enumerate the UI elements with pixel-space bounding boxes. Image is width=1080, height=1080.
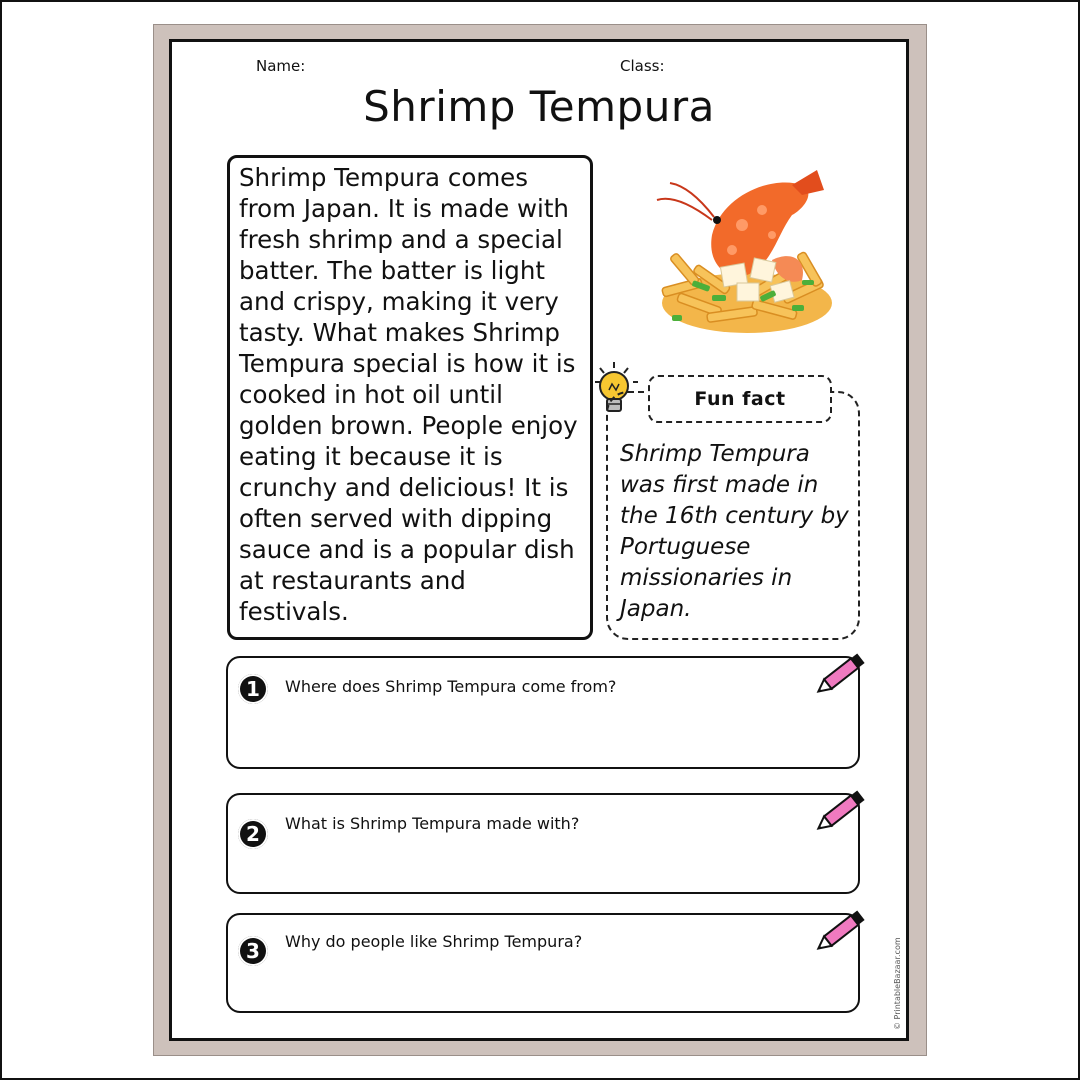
pencil-icon	[816, 907, 868, 953]
pencil-icon	[816, 787, 868, 833]
question-number-badge: 3	[238, 936, 268, 966]
class-label: Class:	[620, 57, 665, 75]
story-text: Shrimp Tempura comes from Japan. It is made with fresh shrimp and a special batter. The batter is light and crispy, making it very tasty. What makes Shrimp Tempura special is how it is cooked in hot oil until golden brown. People enjoy eating it because it is crunchy and delicious! It is often served with dipping sauce and is a popular dish at restaurants and festivals.	[239, 163, 578, 626]
question-box-1[interactable]	[226, 656, 860, 769]
question-box-2[interactable]	[226, 793, 860, 894]
question-number-badge: 2	[238, 819, 268, 849]
copyright-note: © PrintableBazaar.com	[893, 937, 902, 1030]
fun-fact-header: Fun fact	[648, 375, 832, 423]
shrimp-tempura-illustration	[652, 165, 832, 340]
name-label: Name:	[256, 57, 306, 75]
question-text: Where does Shrimp Tempura come from?	[285, 677, 617, 696]
fun-fact-text: Shrimp Tempura was first made in the 16th century by Portuguese missionaries in Japan.	[620, 441, 849, 622]
pencil-icon	[816, 650, 868, 696]
story-box	[227, 155, 593, 640]
question-text: Why do people like Shrimp Tempura?	[285, 932, 583, 951]
question-text: What is Shrimp Tempura made with?	[285, 814, 580, 833]
fun-fact-box	[606, 391, 860, 640]
page-title: Shrimp Tempura	[363, 82, 715, 131]
question-box-3[interactable]	[226, 913, 860, 1013]
question-number-badge: 1	[238, 674, 268, 704]
